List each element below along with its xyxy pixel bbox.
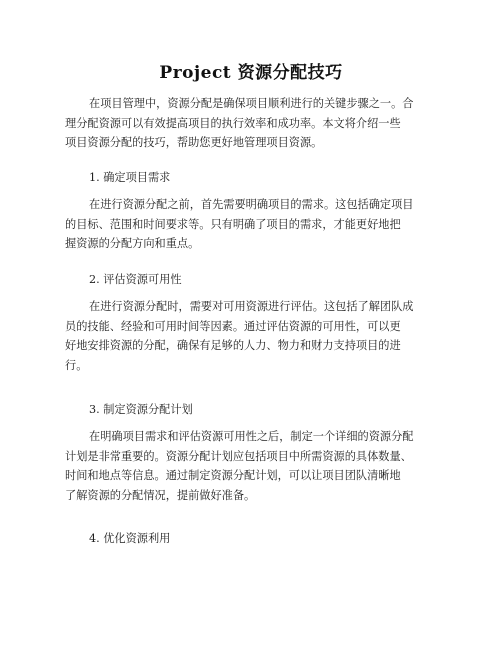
section-heading-3: 3. 制定资源分配计划 bbox=[89, 403, 193, 416]
section-line: 了解资源的分配情况，提前做好准备。 bbox=[65, 488, 256, 502]
section-line: 在进行资源分配之前，首先需要明确项目的需求。这包括确定项目 bbox=[89, 198, 414, 211]
section-line: 计划是非常重要的。资源分配计划应包括项目中所需资源的具体数量、 bbox=[65, 449, 412, 463]
section-line: 的目标、范围和时间要求等。只有明确了项目的需求，才能更好地把 bbox=[65, 217, 401, 231]
section-line: 好地安排资源的分配，确保有足够的人力、物力和财力支持项目的进 bbox=[65, 339, 401, 352]
section-heading-2: 2. 评估资源可用性 bbox=[89, 273, 182, 286]
section-paragraph-2 bbox=[65, 297, 413, 375]
intro-line: 项目资源分配的技巧，帮助您更好地管理项目资源。 bbox=[65, 136, 323, 149]
intro-line: 理分配资源可以有效提高项目的执行效率和成功率。本文将介绍一些 bbox=[65, 116, 401, 130]
section-line: 员的技能、经验和可用时间等因素。通过评估资源的可用性，可以更 bbox=[65, 319, 401, 333]
intro-line: 在项目管理中，资源分配是确保项目顺利进行的关键步骤之一。合 bbox=[89, 97, 414, 110]
section-paragraph-3 bbox=[65, 427, 413, 505]
section-line: 在明确项目需求和评估资源可用性之后，制定一个详细的资源分配 bbox=[89, 430, 414, 443]
document-title: Project 资源分配技巧 bbox=[159, 63, 343, 83]
section-paragraph-1 bbox=[65, 195, 413, 254]
section-line: 握资源的分配方向和重点。 bbox=[65, 237, 200, 250]
section-line: 在进行资源分配时，需要对可用资源进行评估。这包括了解团队成 bbox=[89, 300, 414, 313]
intro-paragraph bbox=[65, 94, 413, 153]
section-line: 行。 bbox=[65, 358, 88, 372]
section-heading-4: 4. 优化资源利用 bbox=[89, 532, 171, 545]
section-heading-1: 1. 确定项目需求 bbox=[89, 171, 171, 184]
section-line: 时间和地点等信息。通过制定资源分配计划，可以让项目团队清晰地 bbox=[65, 469, 401, 482]
